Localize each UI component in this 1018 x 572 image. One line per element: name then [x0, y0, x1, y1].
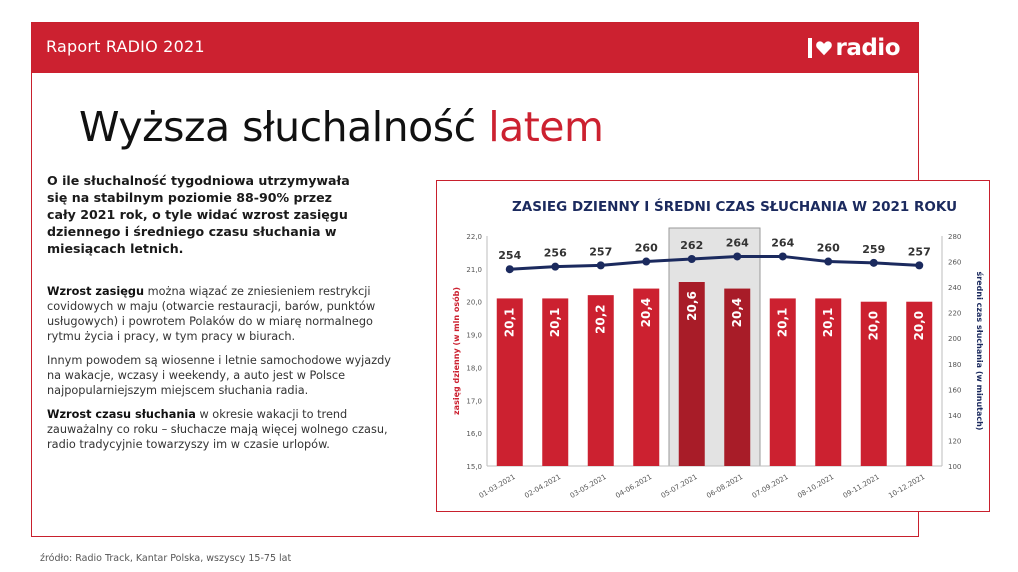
- line-value-label: 264: [725, 236, 749, 250]
- bar-value-label: 20,2: [593, 304, 608, 334]
- report-label: Raport RADIO 2021: [46, 37, 205, 56]
- line-value-label: 262: [680, 239, 704, 252]
- y-tick-left: 17,0: [466, 397, 482, 406]
- x-tick-label: 06-08.2021: [705, 472, 745, 500]
- source-note: źródło: Radio Track, Kantar Polska, wszyscy 15-75 lat: [40, 553, 292, 564]
- bar-value-label: 20,1: [775, 307, 790, 338]
- paragraph-reach-bold: Wzrost zasięgu: [47, 285, 145, 298]
- y-tick-left: 15,0: [466, 463, 482, 471]
- x-tick-label: 07-09.2021: [750, 472, 790, 500]
- y-tick-right: 200: [948, 335, 962, 344]
- bar-value-label: 20,6: [684, 291, 699, 321]
- y-axis-label-left: zasięg dzienny (w mln osób): [452, 287, 461, 415]
- x-tick-label: 08-10.2021: [796, 472, 836, 500]
- y-tick-left: 21,0: [466, 265, 482, 274]
- x-tick-label: 05-07.2021: [659, 472, 699, 500]
- line-point: [733, 252, 741, 260]
- reach-time-chart: [437, 181, 989, 511]
- line-point: [551, 263, 559, 271]
- line-value-label: 259: [862, 242, 886, 256]
- paragraph-reach: [47, 284, 407, 344]
- bar-value-label: 20,1: [821, 307, 836, 338]
- page-title: [79, 103, 603, 151]
- line-value-label: 264: [771, 236, 795, 250]
- bar-value-label: 20,4: [730, 297, 745, 328]
- y-tick-right: 260: [948, 258, 962, 267]
- line-point: [688, 255, 696, 263]
- y-tick-right: 100: [948, 463, 962, 471]
- x-tick-label: 04-06.2021: [614, 472, 654, 500]
- y-tick-left: 20,0: [466, 298, 482, 307]
- title-accent: latem: [488, 103, 604, 151]
- y-tick-right: 220: [948, 309, 962, 318]
- bar-value-label: 20,1: [502, 307, 517, 338]
- logo-bar: [808, 38, 812, 58]
- chart-title: ZASIEG DZIENNY I ŚREDNI CZAS SŁUCHANIA W 2021 ROKU: [511, 199, 958, 215]
- paragraph-time: [47, 407, 407, 452]
- bar-value-label: 20,0: [912, 310, 927, 341]
- radio-logo: [808, 33, 900, 63]
- y-tick-left: 16,0: [466, 430, 482, 439]
- title-main: Wyższa słuchalność: [79, 103, 489, 151]
- x-tick-label: 02-04.2021: [523, 472, 563, 500]
- x-tick-label: 01-03.2021: [477, 472, 517, 500]
- body-text: [47, 284, 407, 461]
- header-bar: [32, 23, 918, 73]
- line-point: [642, 258, 650, 266]
- y-tick-right: 160: [948, 386, 962, 395]
- heart-icon: [815, 39, 833, 57]
- y-tick-right: 180: [948, 360, 962, 369]
- y-tick-right: 120: [948, 437, 962, 446]
- y-axis-label-right: średni czas słuchania (w minutach): [975, 271, 984, 431]
- y-tick-right: 280: [948, 233, 962, 241]
- line-point: [597, 261, 605, 269]
- y-tick-left: 18,0: [466, 364, 482, 373]
- line-point: [915, 261, 923, 269]
- bar-value-label: 20,0: [866, 310, 881, 341]
- line-point: [506, 265, 514, 273]
- x-tick-label: 10-12.2021: [887, 472, 927, 500]
- line-point: [779, 252, 787, 260]
- line-value-label: 260: [634, 241, 658, 255]
- line-point: [870, 259, 878, 267]
- line-value-label: 260: [816, 241, 840, 255]
- y-tick-left: 19,0: [466, 331, 482, 340]
- line-value-label: 257: [589, 245, 613, 259]
- bar-value-label: 20,1: [548, 307, 563, 338]
- bar-value-label: 20,4: [639, 297, 654, 328]
- paragraph-time-text: w okresie wakacji to trend zauważalny co roku – słuchacze mają więcej wolnego czasu, radio tradycyjnie towarzyszy im w czasie urlopów.: [47, 408, 388, 451]
- y-tick-right: 140: [948, 411, 962, 420]
- line-value-label: 254: [498, 249, 522, 263]
- line-value-label: 257: [907, 245, 931, 259]
- paragraph-reach-text: można wiązać ze zniesieniem restrykcji covidowych w maju (otwarcie restauracji, barów, punktów usługowych) i powrotem Polaków do w miarę normalnego rytmu życia i pracy, w tym pracy w biurach.: [47, 285, 376, 343]
- logo-text: radio: [835, 35, 900, 61]
- chart-box: [436, 180, 990, 512]
- lead-paragraph: O ile słuchalność tygodniowa utrzymywała się na stabilnym poziomie 88-90% przez cały 2021 rok, o tyle widać wzrost zasięgu dziennego i średniego czasu słuchania w miesiącach letnich.: [47, 173, 350, 256]
- x-tick-label: 03-05.2021: [568, 472, 608, 500]
- paragraph-time-bold: Wzrost czasu słuchania: [47, 408, 196, 421]
- y-tick-left: 22,0: [466, 233, 482, 241]
- line-point: [824, 258, 832, 266]
- y-tick-right: 240: [948, 284, 962, 293]
- paragraph-travel: Innym powodem są wiosenne i letnie samochodowe wyjazdy na wakacje, wczasy i weekendy, a auto jest w Polsce najpopularniejszym miejscem słuchania radia.: [47, 354, 391, 397]
- line-value-label: 256: [543, 246, 567, 260]
- x-tick-label: 09-11.2021: [841, 472, 881, 500]
